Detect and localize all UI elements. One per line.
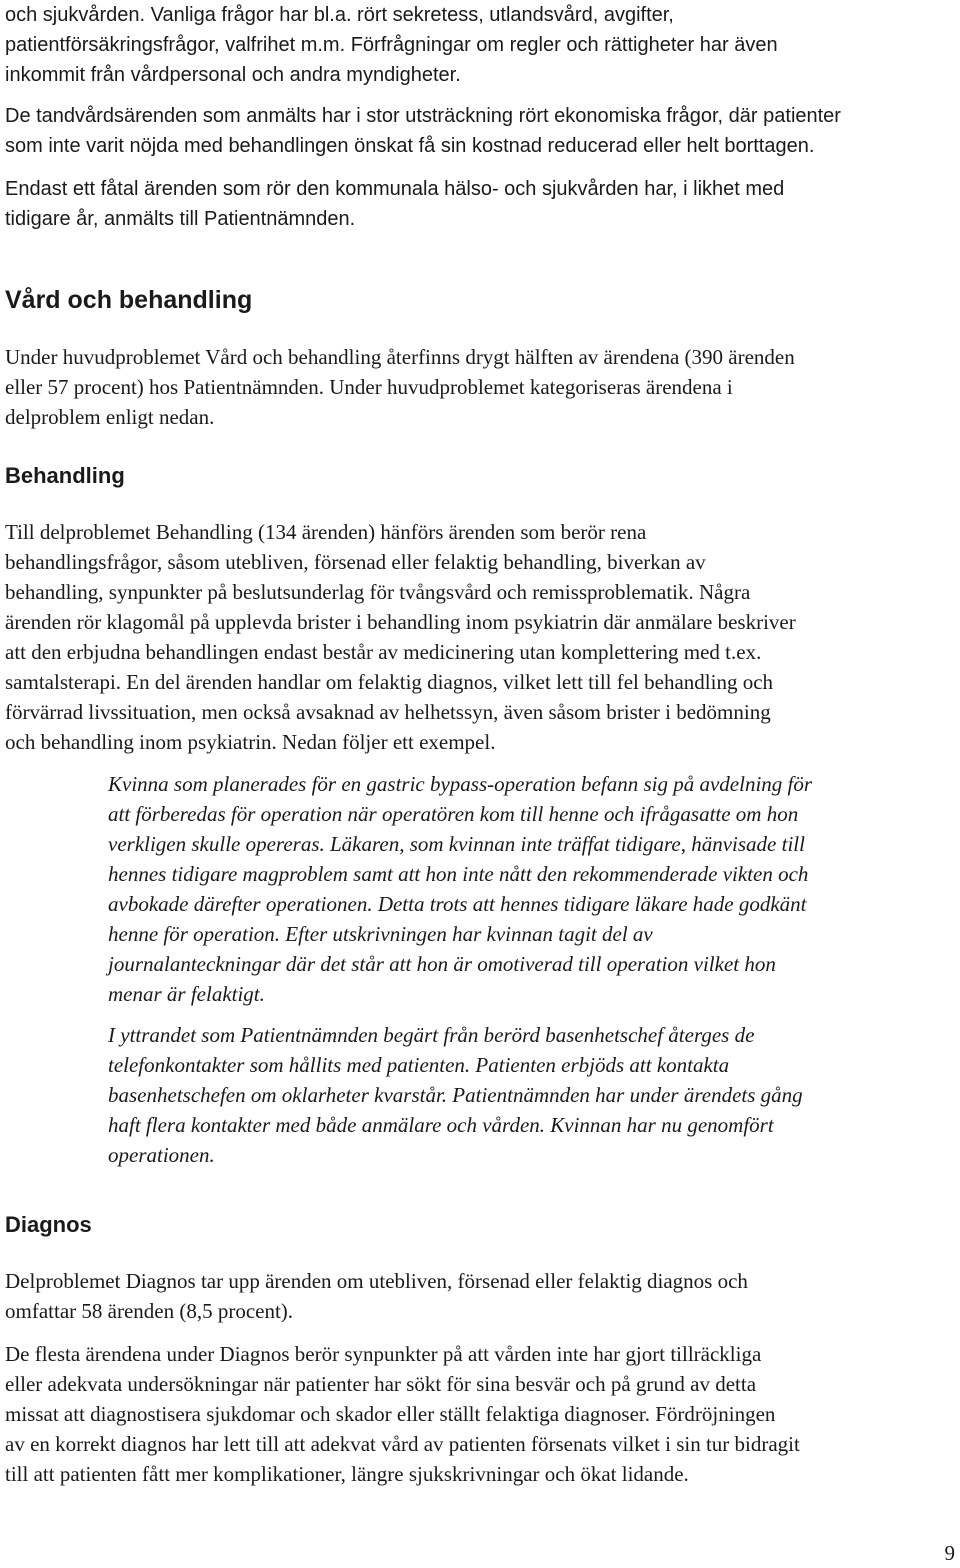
text-line: De tandvårdsärenden som anmälts har i stor utsträckning rört ekonomiska frågor, där patienter — [5, 105, 841, 127]
text-line: omfattar 58 ärenden (8,5 procent). — [5, 1299, 294, 1323]
quote-line: haft flera kontakter med både anmälare och vården. Kvinnan har nu genomfört — [108, 1113, 774, 1137]
page-number: 9 — [944, 1541, 955, 1565]
quote-line: hennes tidigare magproblem samt att hon inte nått den rekommenderade vikten och — [108, 862, 809, 886]
text-line: ärenden rör klagomål på upplevda brister i behandling inom psykiatrin där anmälare beskriver — [5, 610, 796, 634]
dental-paragraph — [5, 101, 841, 161]
text-line: samtalsterapi. En del ärenden handlar om felaktig diagnos, vilket lett till fel behandling och — [5, 670, 774, 694]
quote-line: menar är felaktigt. — [108, 982, 265, 1006]
example-quote — [108, 1020, 803, 1170]
quote-line: operationen. — [108, 1143, 215, 1167]
text-line: tidigare år, anmälts till Patientnämnden. — [5, 208, 356, 230]
text-line: Delproblemet Diagnos tar upp ärenden om utebliven, försenad eller felaktig diagnos och — [5, 1269, 748, 1293]
text-line: och behandling inom psykiatrin. Nedan följer ett exempel. — [5, 730, 496, 754]
quote-line: henne för operation. Efter utskrivningen har kvinnan tagit del av — [108, 922, 653, 946]
diagnos-paragraph-2 — [5, 1339, 800, 1489]
diagnos-paragraph-1 — [5, 1266, 748, 1326]
text-line: delproblem enligt nedan. — [5, 405, 215, 429]
text-line: eller 57 procent) hos Patientnämnden. Under huvudproblemet kategoriseras ärendena i — [5, 375, 733, 399]
quote-line: basenhetschefen om oklarheter kvarstår. Patientnämnden har under ärendets gång — [108, 1083, 803, 1107]
municipal-paragraph — [5, 174, 784, 234]
example-quote — [108, 769, 812, 1009]
intro-paragraph — [5, 0, 778, 90]
text-line: förvärrad livssituation, men också avsaknad av helhetssyn, även såsom brister i bedömning — [5, 700, 771, 724]
section-heading-vard: Vård och behandling — [5, 286, 253, 314]
text-line: till att patienten fått mer komplikationer, längre sjukskrivningar och ökat lidande. — [5, 1462, 689, 1486]
text-line: behandling, synpunkter på beslutsunderlag för tvångsvård och remissproblematik. Några — [5, 580, 751, 604]
text-line: Under huvudproblemet Vård och behandling återfinns drygt hälften av ärendena (390 ärenden — [5, 345, 795, 369]
text-line: Endast ett fåtal ärenden som rör den kommunala hälso- och sjukvården har, i likhet med — [5, 178, 785, 200]
quote-line: I yttrandet som Patientnämnden begärt från berörd basenhetschef återges de — [108, 1023, 755, 1047]
text-line: behandlingsfrågor, såsom utebliven, försenad eller felaktig behandling, biverkan av — [5, 550, 706, 574]
text-line: av en korrekt diagnos har lett till att adekvat vård av patienten försenats vilket i sin tur bidragit — [5, 1432, 800, 1456]
quote-line: journalanteckningar där det står att hon är omotiverad till operation vilket hon — [108, 952, 776, 976]
behandling-paragraph — [5, 517, 796, 757]
text-line: missat att diagnostisera sjukdomar och skador eller ställt felaktiga diagnoser. Fördröjningen — [5, 1402, 776, 1426]
quote-line: att förberedas för operation när operatören kom till henne och ifrågasatte om hon — [108, 802, 799, 826]
text-line: eller adekvata undersökningar när patienter har sökt för sina besvär och på grund av detta — [5, 1372, 757, 1396]
text-line: inkommit från vårdpersonal och andra myndigheter. — [5, 64, 461, 86]
text-line: som inte varit nöjda med behandlingen önskat få sin kostnad reducerad eller helt borttagen. — [5, 135, 815, 157]
text-line: patientförsäkringsfrågor, valfrihet m.m. Förfrågningar om regler och rättigheter har även — [5, 34, 778, 56]
text-line: och sjukvården. Vanliga frågor har bl.a. rört sekretess, utlandsvård, avgifter, — [5, 4, 674, 26]
quote-line: Kvinna som planerades för en gastric bypass-operation befann sig på avdelning för — [108, 772, 813, 796]
quote-line: telefonkontakter som hållits med patienten. Patienten erbjöds att kontakta — [108, 1053, 730, 1077]
text-line: De flesta ärendena under Diagnos berör synpunkter på att vården inte har gjort tillräckliga — [5, 1342, 762, 1366]
section-heading-diagnos: Diagnos — [5, 1212, 92, 1237]
vard-paragraph — [5, 342, 795, 432]
text-line: Till delproblemet Behandling (134 ärenden) hänförs ärenden som berör rena — [5, 520, 647, 544]
quote-line: avbokade därefter operationen. Detta trots att hennes tidigare läkare hade godkänt — [108, 892, 807, 916]
text-line: att den erbjudna behandlingen endast består av medicinering utan komplettering med t.ex. — [5, 640, 762, 664]
section-heading-behandling: Behandling — [5, 463, 125, 488]
quote-line: verkligen skulle opereras. Läkaren, som kvinnan inte träffat tidigare, hänvisade till — [108, 832, 805, 856]
